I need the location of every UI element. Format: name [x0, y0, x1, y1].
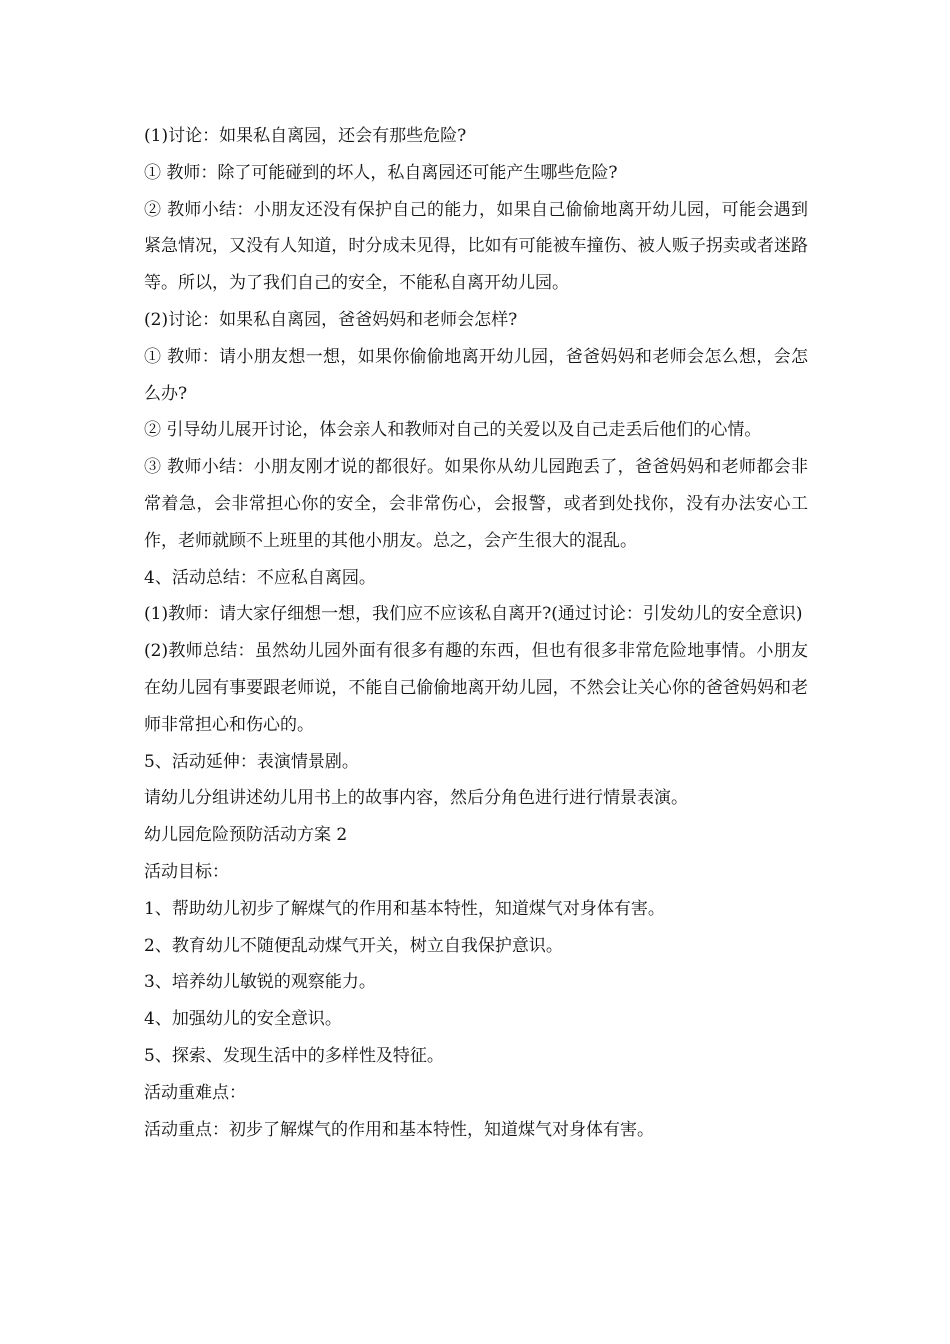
paragraph-teacher-question-1: ① 教师：除了可能碰到的坏人，私自离园还可能产生哪些危险? [144, 162, 618, 183]
goal-item-1: 1、帮助幼儿初步了解煤气的作用和基本特性，知道煤气对身体有害。 [144, 898, 665, 919]
paragraph-guide-discussion: ② 引导幼儿展开讨论，体会亲人和教师对自己的关爱以及自己走丢后他们的心情。 [144, 420, 762, 441]
paragraph-teacher-summary-1: ② 教师小结：小朋友还没有保护自己的能力，如果自己偷偷地离开幼儿园，可能会遇到紧急情况，又没有人知道，时分成未见得，比如有可能被车撞伤、被人贩子拐卖或者迷路等。所以，为了我们自己的安全，不能私自离开幼儿园。 [144, 199, 808, 294]
paragraph-teacher-question-2: ① 教师：请小朋友想一想，如果你偷偷地离开幼儿园，爸爸妈妈和老师会怎么想，会怎么办? [144, 346, 808, 404]
document-body [144, 118, 808, 1148]
paragraph-key-point: 活动重点：初步了解煤气的作用和基本特性，知道煤气对身体有害。 [144, 1119, 654, 1140]
paragraph-teacher-summary-2: ③ 教师小结：小朋友刚才说的都很好。如果你从幼儿园跑丢了，爸爸妈妈和老师都会非常着急，会非常担心你的安全，会非常伤心，会报警，或者到处找你，没有办法安心工作，老师就顾不上班里的其他小朋友。总之，会产生很大的混乱。 [144, 457, 808, 551]
heading-activity-goals: 活动目标： [144, 861, 229, 882]
paragraph-activity-extension: 5、活动延伸：表演情景剧。 [144, 751, 359, 772]
heading-key-difficulties: 活动重难点： [144, 1082, 246, 1103]
goal-item-2: 2、教育幼儿不随便乱动煤气开关，树立自我保护意识。 [144, 935, 563, 956]
paragraph-teacher-reflection: (1)教师：请大家仔细想一想，我们应不应该私自离开?(通过讨论：引发幼儿的安全意识) [144, 604, 803, 625]
paragraph-activity-summary: 4、活动总结：不应私自离园。 [144, 567, 376, 588]
section-title-plan-2: 幼儿园危险预防活动方案 2 [144, 825, 348, 846]
goal-item-4: 4、加强幼儿的安全意识。 [144, 1009, 342, 1030]
paragraph-teacher-conclusion: (2)教师总结：虽然幼儿园外面有很多有趣的东西，但也有很多非常危险地事情。小朋友在幼儿园有事要跟老师说，不能自己偷偷地离开幼儿园，不然会让关心你的爸爸妈妈和老师非常担心和伤心的。 [144, 641, 808, 735]
paragraph-role-play: 请幼儿分组讲述幼儿用书上的故事内容，然后分角色进行进行情景表演。 [144, 788, 688, 809]
paragraph-discussion-1: (1)讨论：如果私自离园，还会有那些危险? [144, 126, 467, 146]
paragraph-discussion-2: (2)讨论：如果私自离园，爸爸妈妈和老师会怎样? [144, 309, 518, 330]
goal-item-5: 5、探索、发现生活中的多样性及特征。 [144, 1045, 444, 1066]
goal-item-3: 3、培养幼儿敏锐的观察能力。 [144, 972, 376, 993]
